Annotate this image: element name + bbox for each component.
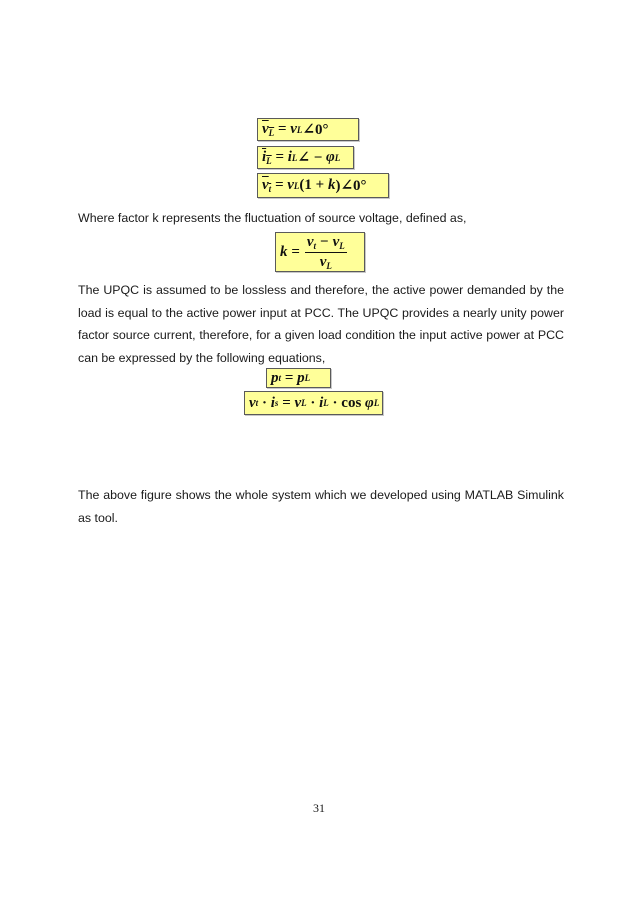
equation-k-definition: k = $\frac{v_t - v_L}{v_L}$ [275, 232, 365, 272]
paragraph-factor-k: Where factor k represents the fluctuation of source voltage, defined as, [78, 211, 467, 225]
equation-active-power: v t · i s = v L · i L · cos φ L [244, 391, 383, 415]
equation-il: $i_L$ = i L ∠ − φ L [257, 146, 354, 169]
equation-vt: $v_t$ = v L (1 + k )∠0° [257, 173, 389, 198]
paragraph-upqc: The UPQC is assumed to be lossless and therefore, the active power demanded by the load is equal to the active power input at PCC. The UPQC provides a nearly unity power factor source current, therefore, for a given load condition the input active power at PCC can be expressed by the following equations, [78, 283, 564, 365]
equation-power-balance: p t = p L [266, 368, 331, 388]
paragraph-matlab: The above figure shows the whole system which we developed using MATLAB Simulink as tool. [78, 488, 564, 525]
page-number: 31 [313, 801, 325, 815]
equation-vl: $v_L$ = v L ∠0° [257, 118, 359, 141]
